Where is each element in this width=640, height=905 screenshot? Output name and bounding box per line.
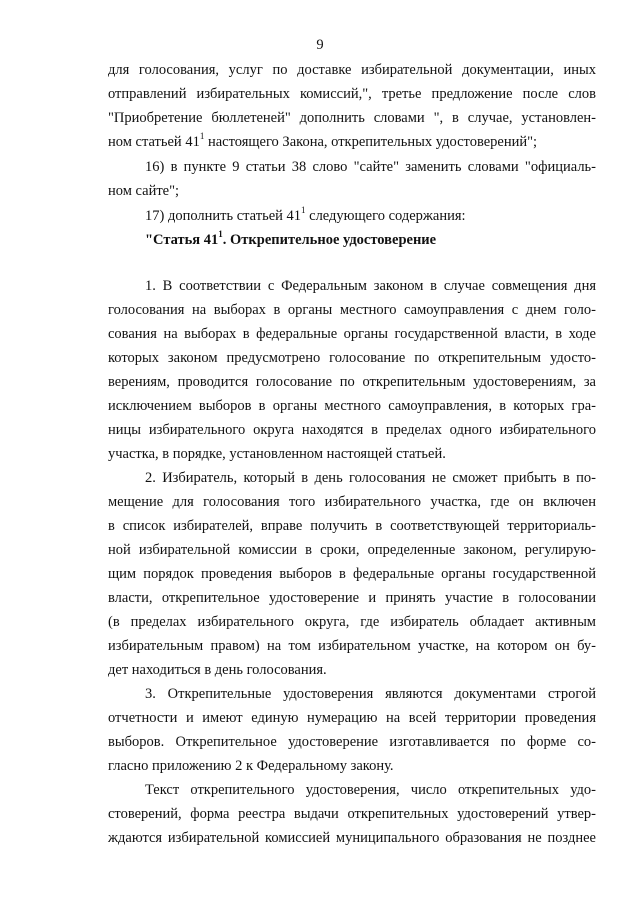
text-fragment: следующего содержания: [305, 208, 466, 224]
text-line: выборов. Открепительное удостоверение изготавливается по форме со- [108, 734, 596, 750]
text-line: избирательным правом) на том избирательном участке, на котором он бу- [108, 638, 596, 654]
text-fragment: настоящего Закона, открепительных удостоверений"; [204, 134, 538, 150]
text-line: отправлений избирательных комиссий,", третье предложение после слов [108, 86, 596, 102]
text-line: ницы избирательного округа находятся в пределах одного избирательного [108, 422, 596, 438]
text-line: которых законом предусмотрено голосование по открепительным удосто- [108, 350, 596, 366]
text-line: (в пределах избирательного округа, где избиратель обладает активным [108, 614, 596, 630]
text-fragment: . Открепительное удостоверение [222, 232, 437, 248]
text-line: 2. Избиратель, который в день голосования не сможет прибыть в по- [145, 470, 596, 486]
text-line [145, 207, 596, 225]
text-line: отчетности и имеют единую нумерацию на всей территории проведения [108, 710, 596, 726]
text-line: ной избирательной комиссии в сроки, определенные законом, регулирую- [108, 542, 596, 558]
text-line: дет находиться в день голосования. [108, 662, 327, 678]
text-line: стоверений, форма реестра выдачи открепительных удостоверений утвер- [108, 806, 596, 822]
text-line: 16) в пункте 9 статьи 38 слово "сайте" заменить словами "официаль- [145, 159, 596, 175]
text-line: власти, открепительное удостоверение и принять участие в голосовании [108, 590, 596, 606]
text-line: "Приобретение бюллетеней" дополнить словами ", в случае, установлен- [108, 110, 596, 126]
article-heading [145, 231, 596, 249]
superscript: 1 [301, 205, 306, 215]
text-line: в список избирателей, вправе получить в соответствующей территориаль- [108, 518, 596, 534]
text-fragment: ном статьей 41 [108, 134, 200, 150]
text-line: ждаются избирательной комиссией муниципального образования не позднее [108, 830, 596, 846]
text-line: ном сайте"; [108, 183, 180, 199]
text-line: 3. Открепительные удостоверения являются документами строгой [145, 686, 596, 702]
text-line: для голосования, услуг по доставке избирательной документации, иных [108, 62, 596, 78]
text-line: Текст открепительного удостоверения, число открепительных удо- [145, 782, 596, 798]
text-line: мещение для голосования того избирательного участка, где он включен [108, 494, 596, 510]
page-number: 9 [316, 37, 324, 53]
text-line: щим порядок проведения выборов в федеральные органы государственной [108, 566, 596, 582]
text-line: верениям, проводится голосование по открепительным удостоверениям, за [108, 374, 596, 390]
text-fragment: "Статья 41 [145, 232, 219, 248]
text-line: сования на выборах в федеральные органы государственной власти, в ходе [108, 326, 596, 342]
text-line: исключением выборов в органы местного самоуправления, в которых гра- [108, 398, 596, 414]
superscript: 1 [218, 229, 223, 239]
text-line: голосования на выборах в органы местного самоуправления с днем голо- [108, 302, 596, 318]
text-fragment: 17) дополнить статьей 41 [145, 208, 302, 224]
text-line [108, 133, 596, 151]
text-line: 1. В соответствии с Федеральным законом в случае совмещения дня [145, 278, 596, 294]
superscript: 1 [199, 131, 205, 141]
text-line: участка, в порядке, установленном настоящей статьей. [108, 446, 446, 462]
text-line: гласно приложению 2 к Федеральному закону. [108, 758, 394, 774]
